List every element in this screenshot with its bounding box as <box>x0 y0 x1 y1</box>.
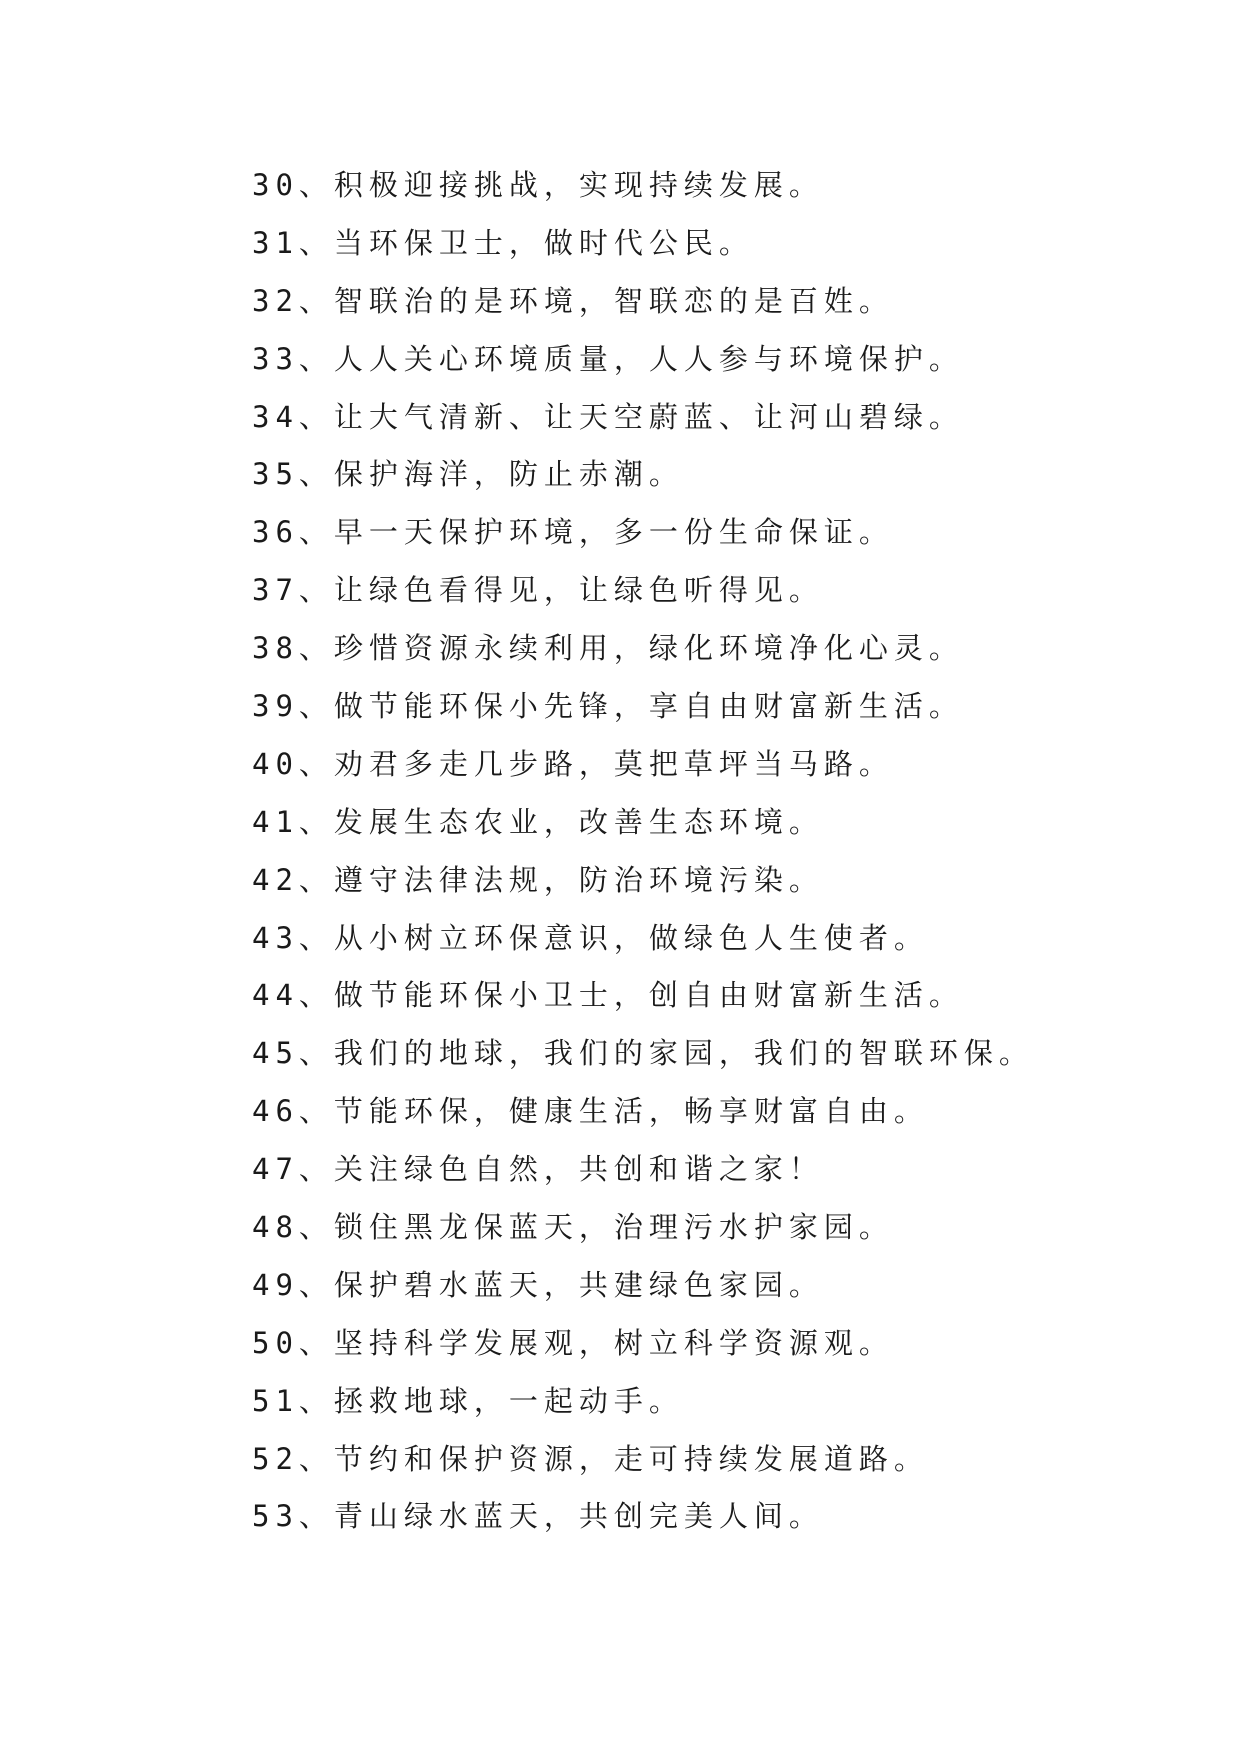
list-item: 43、从小树立环保意识，做绿色人生使者。 <box>252 920 929 955</box>
list-item: 30、积极迎接挑战，实现持续发展。 <box>252 168 824 202</box>
list-item: 51、拯救地球，一起动手。 <box>252 1383 684 1418</box>
list-item: 39、做节能环保小先锋，享自由财富新生活。 <box>252 689 964 724</box>
list-item: 33、人人关心环境质量，人人参与环境保护。 <box>252 341 964 376</box>
slogan-list <box>252 156 1034 1545</box>
list-item: 31、当环保卫士，做时代公民。 <box>252 225 754 260</box>
list-item: 49、保护碧水蓝天，共建绿色家园。 <box>252 1267 824 1302</box>
list-item: 40、劝君多走几步路，莫把草坪当马路。 <box>252 746 894 781</box>
list-item: 38、珍惜资源永续利用，绿化环境净化心灵。 <box>252 631 964 666</box>
list-item: 41、发展生态农业，改善生态环境。 <box>252 804 824 839</box>
list-item: 37、让绿色看得见，让绿色听得见。 <box>252 573 824 608</box>
list-item: 46、节能环保，健康生活，畅享财富自由。 <box>252 1094 929 1129</box>
list-item: 47、关注绿色自然，共创和谐之家！ <box>252 1152 824 1187</box>
list-item: 44、做节能环保小卫士，创自由财富新生活。 <box>252 978 964 1013</box>
list-item: 50、坚持科学发展观，树立科学资源观。 <box>252 1325 894 1360</box>
list-item: 52、节约和保护资源，走可持续发展道路。 <box>252 1441 929 1476</box>
list-item: 35、保护海洋，防止赤潮。 <box>252 457 684 492</box>
list-item: 53、青山绿水蓝天，共创完美人间。 <box>252 1499 824 1534</box>
list-item: 32、智联治的是环境，智联恋的是百姓。 <box>252 283 894 318</box>
list-item: 48、锁住黑龙保蓝天，治理污水护家园。 <box>252 1210 894 1245</box>
list-item: 36、早一天保护环境，多一份生命保证。 <box>252 515 894 550</box>
list-item: 45、我们的地球，我们的家园，我们的智联环保。 <box>252 1036 1034 1071</box>
list-item: 34、让大气清新、让天空蔚蓝、让河山碧绿。 <box>252 399 964 434</box>
list-item: 42、遵守法律法规，防治环境污染。 <box>252 862 824 897</box>
